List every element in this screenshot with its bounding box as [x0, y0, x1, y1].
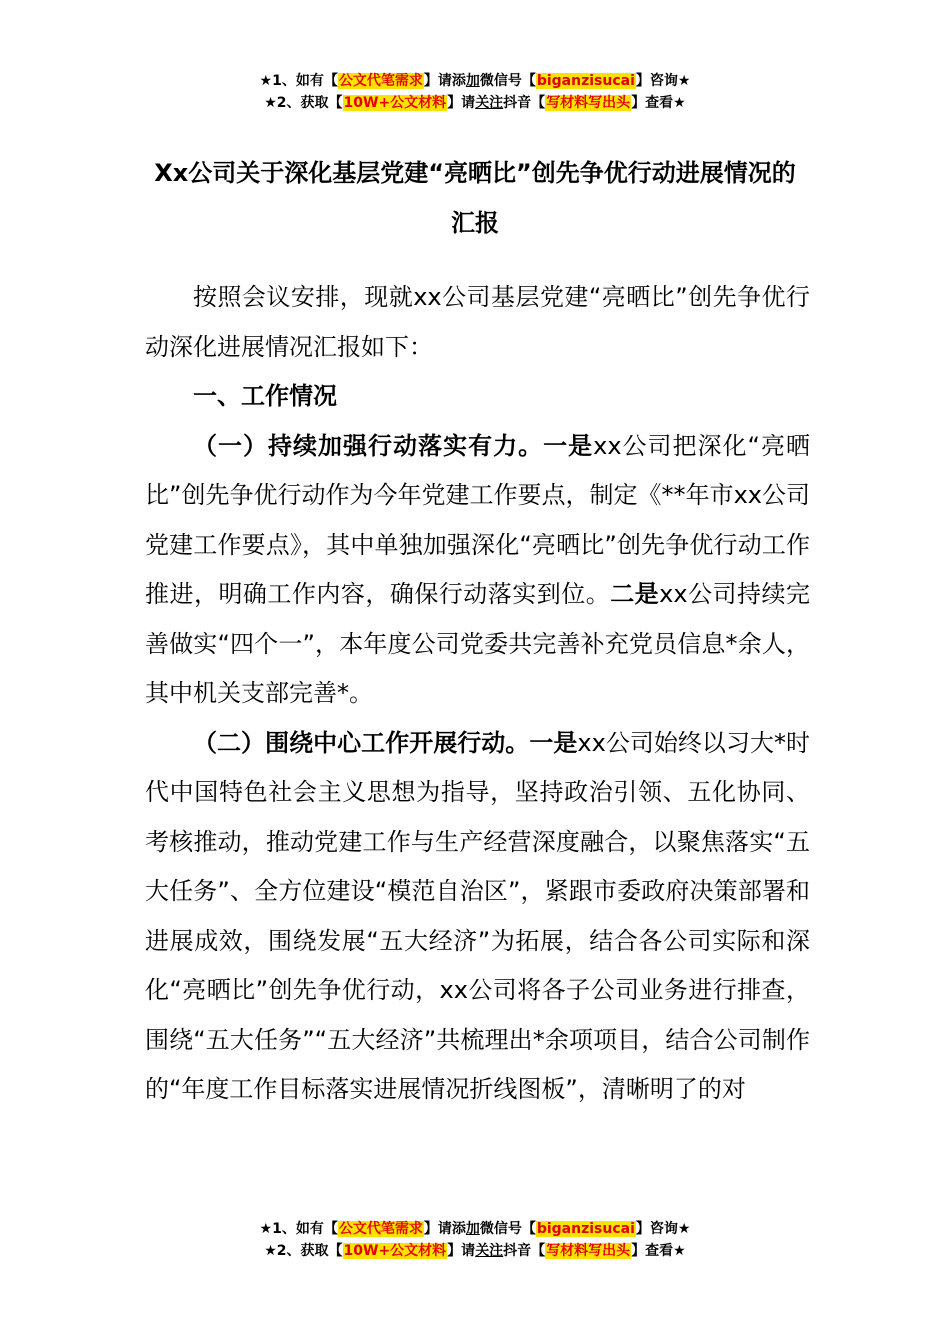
promo-highlight: 10W+公文材料 [343, 95, 447, 111]
promo-line-2: ★2、获取【10W+公文材料】请关注抖音【写材料写出头】查看★ [264, 95, 686, 111]
intro-paragraph: 按照会议安排，现就xx公司基层党建“亮晒比”创先争优行动深化进展情况汇报如下： [145, 283, 810, 361]
paragraph-1: （一）持续加强行动落实有力。一是xx公司把深化“亮晒比”创先争优行动作为今年党建工作要点，制定《**年市xx公司党建工作要点》，其中单独加强深化“亮晒比”创先争优行动工作推进，明确工作内容，确保行动落实到位。二是xx公司持续完善做实“四个一”，本年度公司党委共完善补充党员信息*余人，其中机关支部完善*。 [145, 431, 811, 707]
promo-highlight: 10W+公文材料 [343, 1243, 447, 1259]
paragraph-2: （二）围绕中心工作开展行动。一是xx公司始终以习大*时代中国特色社会主义思想为指导，坚持政治引领、五化协同、考核推动，推动党建工作与生产经营深度融合，以聚焦落实“五大任务”、全方位建设“模范自治区”，紧跟市委政府决策部署和进展成效，围绕发展“五大经济”为拓展，结合各公司实际和深化“亮晒比”创先争优行动，xx公司将各子公司业务进行排查，围绕“五大任务”“五大经济”共梳理出*余项项目，结合公司制作的“年度工作目标落实进展情况折线图板”，清晰明了的对 [145, 728, 811, 1103]
promo-wechat-id: biganzisucai [536, 73, 635, 89]
document-title: Xx公司关于深化基层党建“亮晒比”创先争优行动进展情况的汇报 [154, 159, 796, 237]
paragraph-lead: （一）持续加强行动落实有力。 [193, 431, 544, 460]
document-body [145, 273, 810, 1115]
promo-douyin-id: 写材料写出头 [546, 95, 631, 111]
paragraph-lead: （二）围绕中心工作开展行动。 [193, 728, 530, 757]
promo-line-1: ★1、如有【公文代笔需求】请添加微信号【biganzisucai】咨询★ [259, 73, 691, 89]
promo-footer [0, 1218, 950, 1262]
promo-line-1: ★1、如有【公文代笔需求】请添加微信号【biganzisucai】咨询★ [259, 1221, 691, 1237]
promo-wechat-id: biganzisucai [536, 1221, 635, 1237]
promo-highlight: 公文代笔需求 [338, 73, 423, 89]
promo-douyin-id: 写材料写出头 [546, 1243, 631, 1259]
section-heading: 一、工作情况 [193, 382, 337, 410]
promo-line-2: ★2、获取【10W+公文材料】请关注抖音【写材料写出头】查看★ [264, 1243, 686, 1259]
promo-highlight: 公文代笔需求 [338, 1221, 423, 1237]
promo-header [0, 70, 950, 114]
